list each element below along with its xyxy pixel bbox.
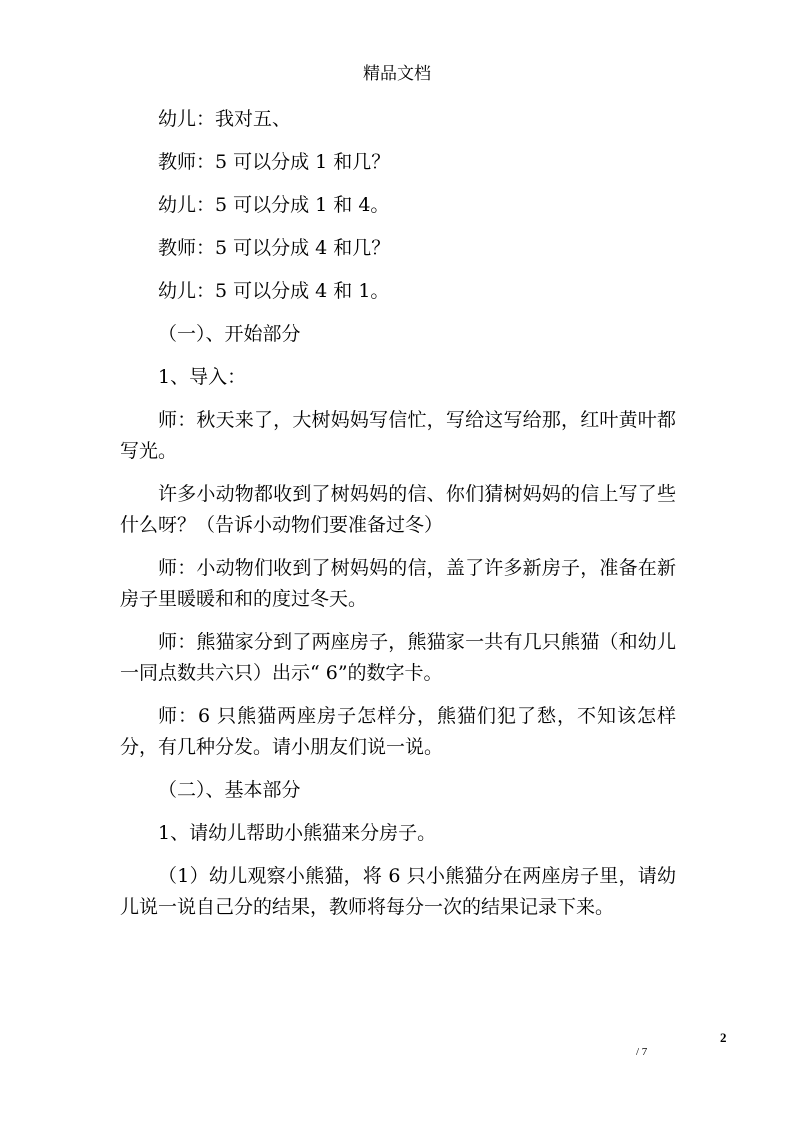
paragraph-9: 许多小动物都收到了树妈妈的信、你们猜树妈妈的信上写了些什么呀？（告诉小动物们要准备过冬） — [120, 483, 676, 536]
paragraph-15: （1）幼儿观察小熊猫，将 6 只小熊猫分在两座房子里，请幼儿说一说自己分的结果，教师将每分一次的结果记录下来。 — [120, 865, 676, 918]
paragraph-intro-label: 1、导入： — [158, 366, 247, 388]
paragraph-2: 教师：5 可以分成 1 和几？ — [158, 151, 391, 173]
paragraph-5: 幼儿：5 可以分成 4 和 1。 — [158, 280, 390, 302]
document-header: 精品文档 — [363, 64, 431, 84]
page-total: / 7 — [636, 1046, 648, 1058]
paragraph-3: 幼儿：5 可以分成 1 和 4。 — [158, 194, 390, 216]
paragraph-8: 师：秋天来了，大树妈妈写信忙，写给这写给那，红叶黄叶都写光。 — [120, 409, 676, 462]
section-heading-basic: （二）、基本部分 — [158, 779, 301, 801]
paragraph-4: 教师：5 可以分成 4 和几？ — [158, 237, 391, 259]
paragraph-14: 1、请幼儿帮助小熊猫来分房子。 — [158, 822, 437, 844]
paragraph-11: 师：熊猫家分到了两座房子，熊猫家一共有几只熊猫（和幼儿一同点数共六只）出示“ 6”的数字卡。 — [120, 631, 676, 684]
paragraph-1: 幼儿：我对五、 — [158, 108, 292, 130]
paragraph-10: 师：小动物们收到了树妈妈的信，盖了许多新房子，准备在新房子里暖暖和和的度过冬天。 — [120, 557, 676, 610]
paragraph-12: 师：6 只熊猫两座房子怎样分，熊猫们犯了愁，不知该怎样分，有几种分发。请小朋友们说一说。 — [120, 705, 676, 758]
page-number: 2 — [720, 1030, 727, 1045]
document-body — [120, 104, 676, 935]
section-heading-start: （一）、开始部分 — [158, 323, 301, 345]
